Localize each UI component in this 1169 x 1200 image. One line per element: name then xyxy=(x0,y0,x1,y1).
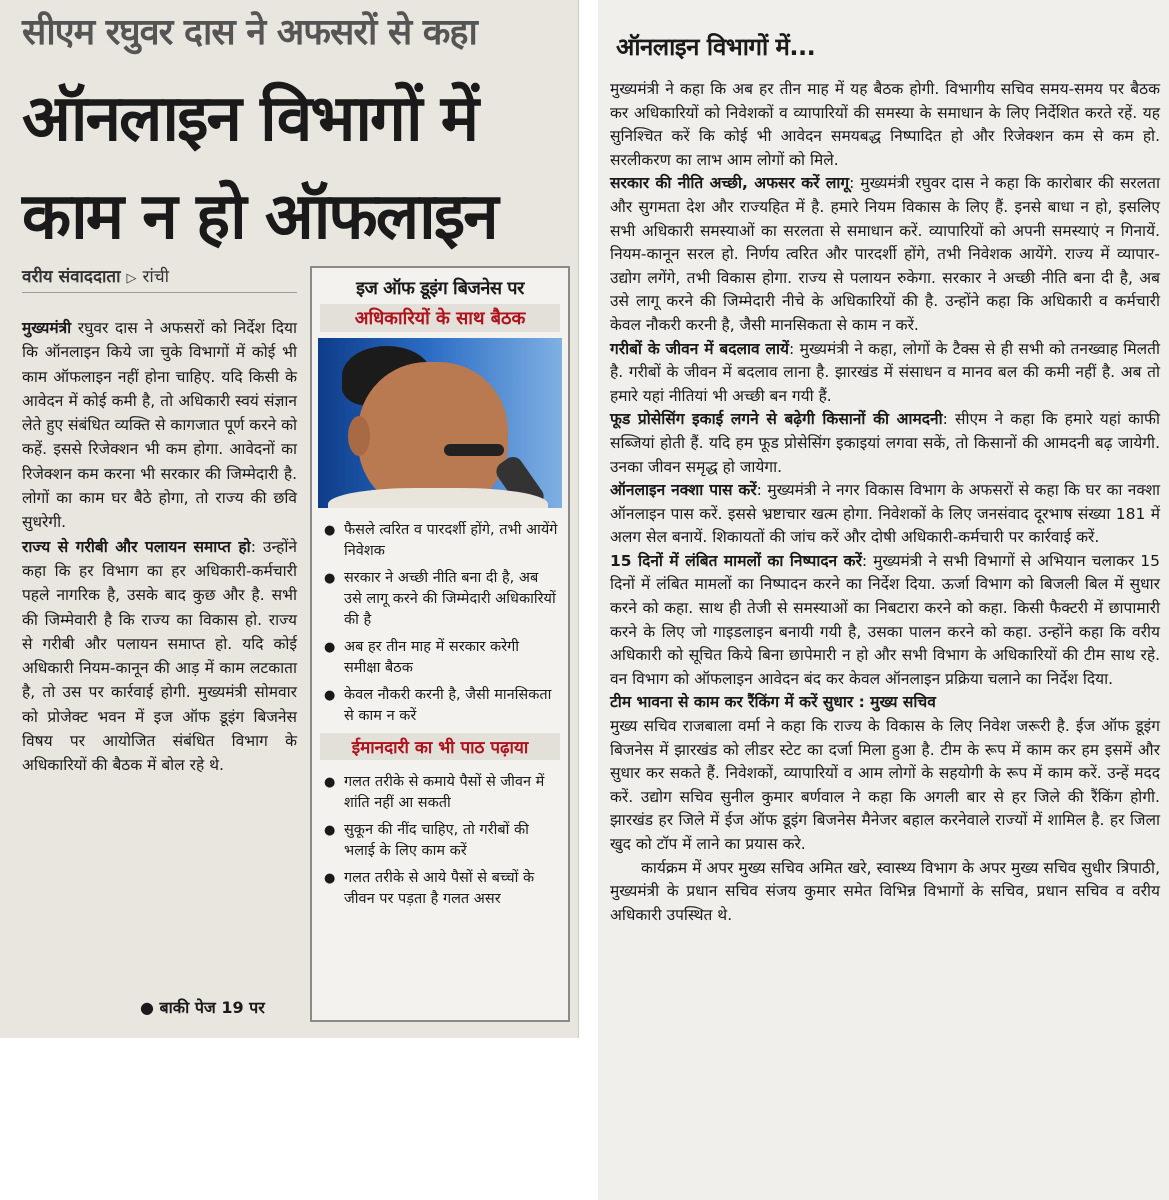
sidebar-bullets-2 xyxy=(322,772,558,910)
left-news-clipping xyxy=(0,0,579,1038)
bullet-item: ● गलत तरीके से कमाये पैसों से जीवन में शांति नहीं आ सकती xyxy=(322,772,558,814)
photo-face xyxy=(358,362,508,508)
byline xyxy=(22,264,169,287)
paragraph-text: रघुवर दास ने अफसरों को निर्देश दिया कि ऑनलाइन किये जा चुके विभागों में कोई भी काम ऑफलाइन नहीं होना चाहिए. यदि किसी के आवेदन में कोई कमी है, तो अधिकारी स्वयं संज्ञान लेते हुए संबंधित व्यक्ति से कागजात पूर्ण करने को कहें. इससे रिजेक्शन भी कम होगा. आवेदनों का रिजेक्शन कम करना भी सरकार की जिम्मेदारी है. लोगों का काम घर बैठे होगा, तो राज्य की छवि सुधरेगी. xyxy=(22,319,297,532)
paragraph xyxy=(610,338,1160,409)
subheading: ऑनलाइन नक्शा पास करें xyxy=(610,481,757,500)
subheading: टीम भावना से काम कर रैंकिंग में करें सुधार : मुख्य सचिव xyxy=(610,693,936,712)
paragraph xyxy=(610,550,1160,692)
headline-line-2: काम न हो ऑफलाइन xyxy=(22,180,497,254)
subheading: सरकार की नीति अच्छी, अफसर करें लागू xyxy=(610,174,850,193)
bullet-item: ● सुकून की नींद चाहिए, तो गरीबों की भलाई के लिए काम करें xyxy=(322,820,558,862)
sidebar-title: इज ऑफ डूइंग बिजनेस पर xyxy=(356,278,524,299)
main-headline xyxy=(22,70,497,266)
bullet-item: ● सरकार ने अच्छी नीति बना दी है, अब उसे लागू करने की जिम्मेदारी अधिकारियों की है xyxy=(322,568,558,631)
sidebar-bullets xyxy=(322,520,558,727)
triangle-right-icon: ▷ xyxy=(126,271,137,286)
headline-line-1: ऑनलाइन विभागों में xyxy=(22,82,478,156)
paragraph-text: : मुख्यमंत्री रघुवर दास ने कहा कि कारोबार की सरलता और सुगमता देश और राज्यहित में है. हमारे नियम विकास के लिए हैं. इनसे बाधा न हो, इसलिए सभी अधिकारी समस्याओं का सरलता से समाधान करें. व्यापारियों को अपनी समस्याएं न गिनायें. नियम-कानून सरल हो. निर्णय त्वरित और पारदर्शी होंगे, तभी निवेशक आयेंगे. राज्य में व्यापार-उद्योग लगेंगे, तभी विकास होगा. राज्य से पलायन रुकेगा. सरकार ने अच्छी नीति बना दी है, अब उसे लागू करने की जिम्मेदारी नीचे के अधिकारियों की है. उन्होंने कहा कि अधिकारी व कर्मचारी केवल नौकरी करनी है, जैसी मानसिकता से काम न करें. xyxy=(610,174,1160,334)
right-news-clipping xyxy=(598,0,1169,1200)
article-body-left xyxy=(22,316,297,778)
paragraph-text: : सीएम ने कहा कि हमारे यहां काफी सब्जियां होती हैं. यदि हम फूड प्रोसेसिंग इकाइयां लगवा सकें, तो किसानों की आमदनी बढ़ जायेगी. उनका जीवन समृद्ध हो जायेगा. xyxy=(610,410,1161,476)
paragraph xyxy=(610,479,1160,550)
photo-shirt xyxy=(328,488,548,508)
paragraph-closing: कार्यक्रम में अपर मुख्य सचिव अमित खरे, स्वास्थ्य विभाग के अपर मुख्य सचिव सुधीर त्रिपाठी, मुख्यमंत्री के प्रधान सचिव संजय कुमार समेत विभिन्न विभागों के सचिव, प्रधान सचिव व वरीय अधिकारी उपस्थित थे. xyxy=(610,858,1160,924)
paragraph xyxy=(610,691,1160,715)
subheading: राज्य से गरीबी और पलायन समाप्त हो xyxy=(22,537,251,556)
paragraph-text: : उन्होंने कहा कि हर विभाग का हर अधिकारी-कर्मचारी पहले नागरिक है, उसके बाद कुछ और है. सभी की जिम्मेवारी है कि राज्य का विकास हो. राज्य से गरीबी और पलायन समाप्त हो. यदि कोई अधिकारी नियम-कानून की आड़ में काम लटकाता है, तो उस पर कार्रवाई होगी. मुख्यमंत्री सोमवार को प्रोजेक्ट भवन में इज ऑफ डूइंग बिजनेस विषय पर आयोजित संबंधित विभाग के अधिकारियों की बैठक में बोल रहे थे. xyxy=(22,537,297,775)
subheading: गरीबों के जीवन में बदलाव लायें xyxy=(610,339,790,358)
subheading: फूड प्रोसेसिंग इकाई लगने से बढ़ेगी किसानों की आमदनी xyxy=(610,410,943,429)
kicker-headline: सीएम रघुवर दास ने अफसरों से कहा xyxy=(22,12,477,53)
paragraph-chief-secretary: मुख्य सचिव राजबाला वर्मा ने कहा कि राज्य के विकास के लिए निवेश जरूरी है. ईज ऑफ डूइंग बिजनेस में झारखंड को लीडर स्टेट का दर्जा मिला हुआ है. टीम के रूप में काम कर हम इसमें और सुधार कर सकते हैं. निवेशकों, व्यापारियों व आम लोगों के सहयोगी के रूप में काम करें. उन्हें मदद करें. उद्योग सचिव सुनील कुमार बर्णवाल ने कहा कि अगली बार से हर जिले की रैंकिंग होगी. झारखंड हर जिले में ईज ऑफ डूइंग बिजनेस मैनेजर बहाल करनेवाले राज्यों में शामिल है. हर जिला खुद को टॉप में लाने का प्रयास करे. xyxy=(610,717,1160,853)
photo-ear xyxy=(348,416,370,456)
paragraph xyxy=(22,316,297,535)
subheading: 15 दिनों में लंबित मामलों का निष्पादन करें xyxy=(610,551,862,570)
paragraph xyxy=(22,535,297,778)
bullet-item: ● अब हर तीन माह में सरकार करेगी समीक्षा बैठक xyxy=(322,637,558,679)
sidebar-subtitle: अधिकारियों के साथ बैठक xyxy=(320,304,560,332)
bullet-item: ● केवल नौकरी करनी है, जैसी मानसिकता से काम न करें xyxy=(322,685,558,727)
cm-photo xyxy=(318,338,562,508)
paragraph-text: : मुख्यमंत्री ने कहा, लोगों के टैक्स से ही सभी को तनख्वाह मिलती है. गरीबों के जीवन में बदलाव लाना है. झारखंड में संसाधन व मानव बल की कमी नहीं है. अब तो हमारे यहां नीतियां भी अच्छी बन गयी हैं. xyxy=(610,339,1161,405)
paragraph-lead: मुख्यमंत्री xyxy=(22,319,72,337)
sidebar-subhead: ईमानदारी का भी पाठ पढ़ाया xyxy=(320,733,560,760)
divider xyxy=(22,292,297,293)
photo-mustache xyxy=(444,444,504,456)
article-body-right xyxy=(610,78,1160,927)
continuation-heading: ऑनलाइन विभागों में... xyxy=(616,33,816,61)
paragraph-intro: मुख्यमंत्री ने कहा कि अब हर तीन माह में यह बैठक होगी. विभागीय सचिव समय-समय पर बैठक कर अधिकारियों को निवेशकों व व्यापारियों की समस्या के समाधान के लिए निर्देशित करते रहें. यह सुनिश्चित करें कि कोई भी आवेदन समयबद्ध निष्पादित हो और रिजेक्शन कम से कम हो. सरलीकरण का लाभ आम लोगों को मिले. xyxy=(610,80,1160,169)
sidebar-box xyxy=(310,266,570,1022)
byline-reporter: वरीय संवाददाता xyxy=(22,267,121,287)
paragraph xyxy=(610,172,1160,337)
bullet-item: ● गलत तरीके से आये पैसों से बच्चों के जीवन पर पड़ता है गलत असर xyxy=(322,868,558,910)
paragraph-text: : मुख्यमंत्री ने नगर विकास विभाग के अफसरों से कहा कि घर का नक्शा ऑनलाइन पास करें. इससे भ्रष्टाचार खत्म होगा. निवेशकों के लिए जनसंवाद दूरभाष संख्या 181 में अलग सेल बनायें. शिकायतों की जांच करें और दोषी अधिकारी-कर्मचारी पर कार्रवाई करें. xyxy=(610,481,1160,547)
paragraph xyxy=(610,408,1160,479)
paragraph-text: : मुख्यमंत्री ने सभी विभागों से अभियान चलाकर 15 दिनों में लंबित मामलों का निष्पादन करने का निर्देश दिया. ऊर्जा विभाग को बिजली बिल में सुधार करने को कहा. साथ ही तेजी से समस्याओं का निबटारा करने को कहा. किसी फैक्टरी में छापामारी करने के लिए जो गाइडलाइन बनायी गयी है, उसका पालन करने को कहा. उन्होंने कहा कि वरीय अधिकारी को सूचित किये बिना छापेमारी न हो और सभी विभाग के अधिकारियों की टीम साथ रहे. वन विभाग को ऑफलाइन आवेदन बंद कर केवल ऑनलाइन प्रक्रिया चलाने का निर्देश दिया. xyxy=(610,551,1160,688)
continued-note: ● बाकी पेज 19 पर xyxy=(140,998,265,1017)
byline-city: रांची xyxy=(142,267,170,287)
bullet-item: ● फैसले त्वरित व पारदर्शी होंगे, तभी आयेंगे निवेशक xyxy=(322,520,558,562)
